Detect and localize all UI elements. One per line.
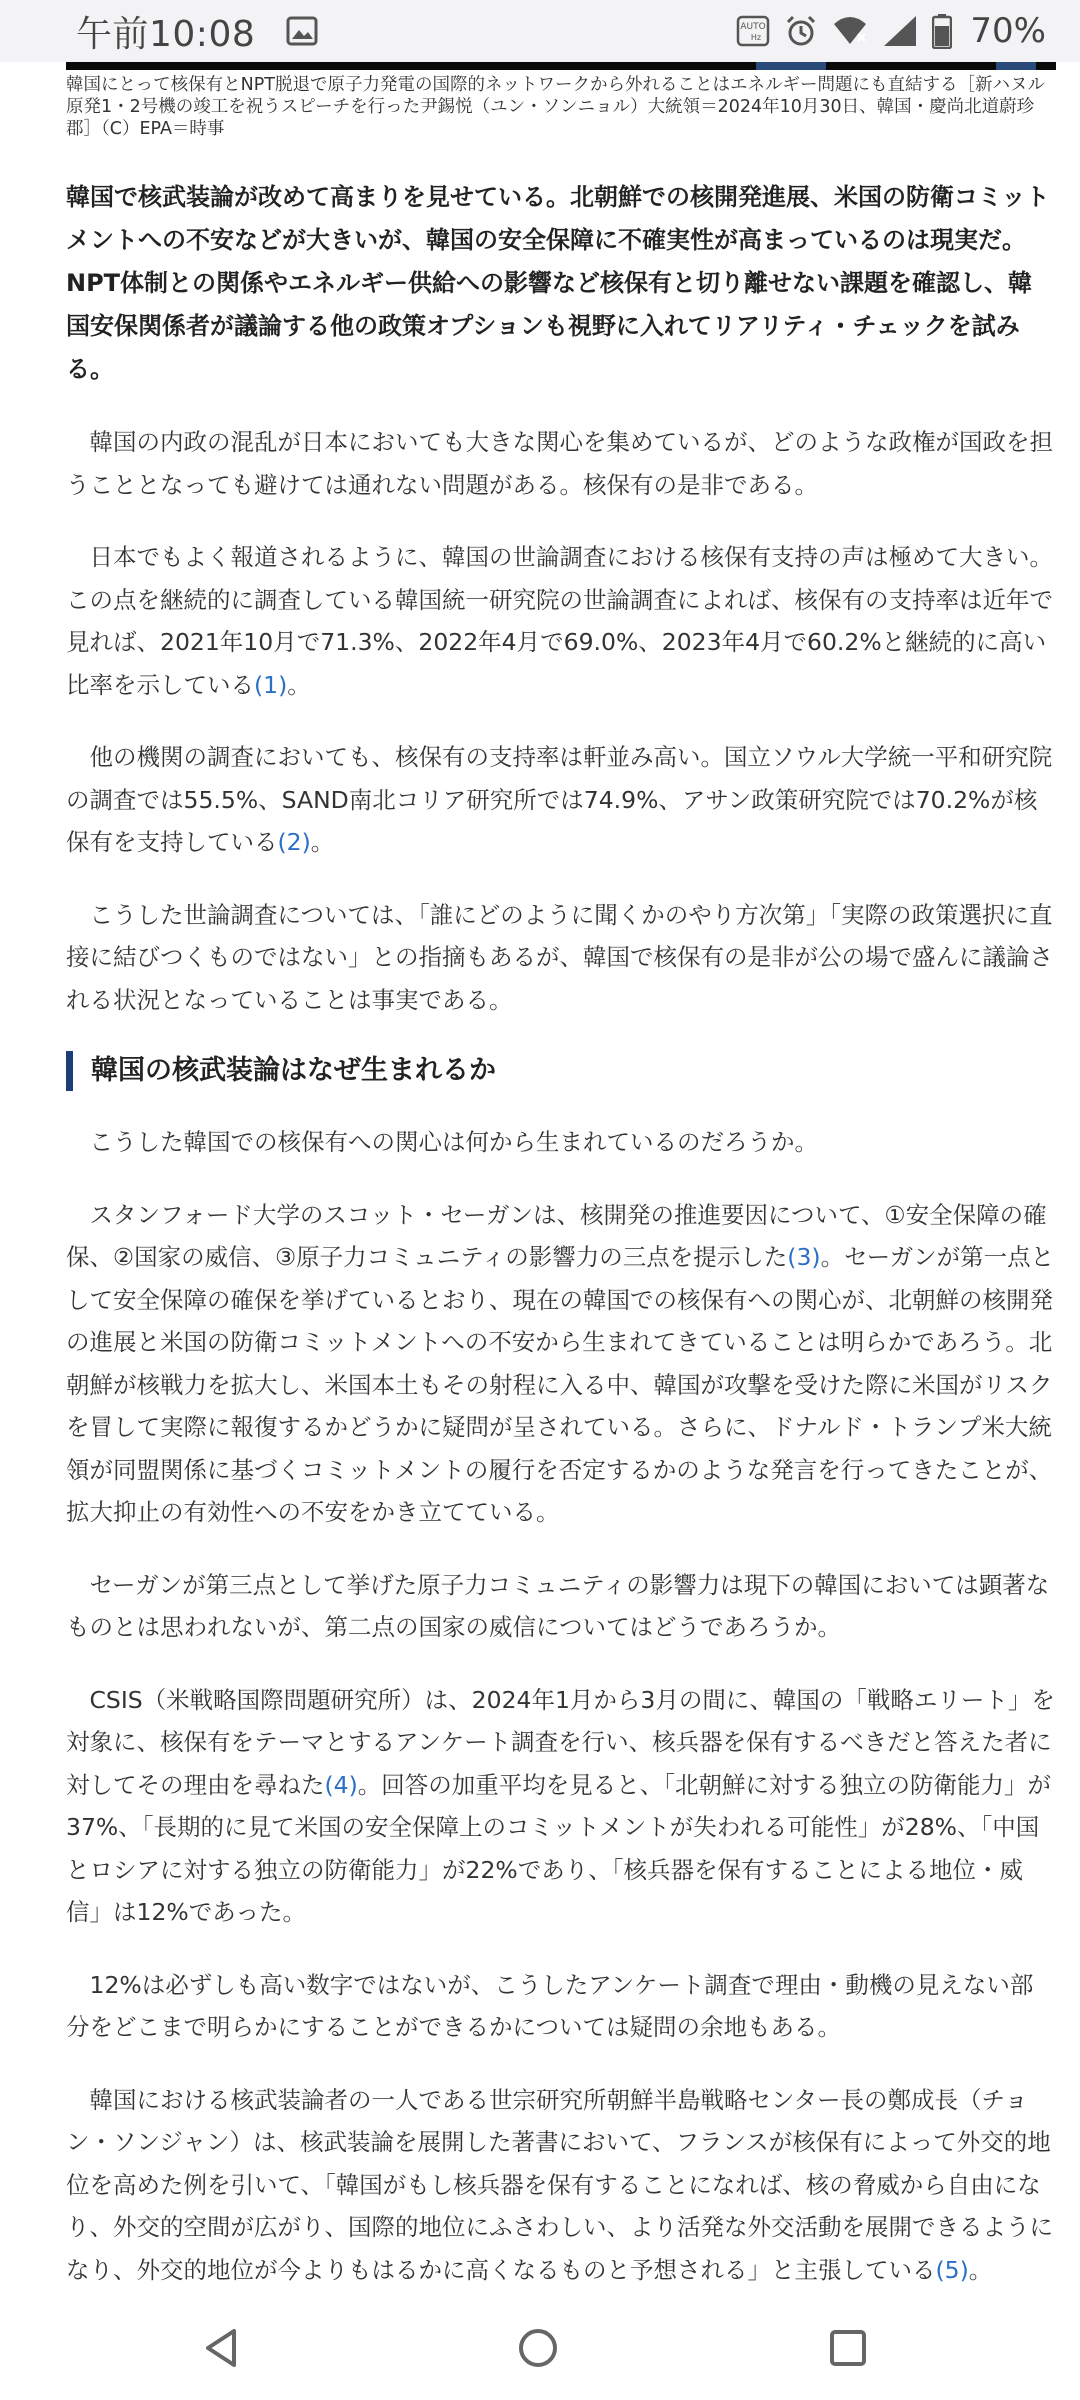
image-caption: 韓国にとって核保有とNPT脱退で原子力発電の国際的ネットワークから外れることはエネルギー問題にも直結する［新ハヌル原発1・2号機の竣工を祝うスピーチを行った尹錫悦（ユン・ソンニョル）大統領＝2024年10月30日、韓国・慶尚北道蔚珍郡］（C）EPA＝時事: [66, 75, 1045, 139]
status-bar: [0, 0, 1080, 62]
footnote-link-3[interactable]: (3): [787, 1243, 821, 1271]
paragraph-10: [66, 2079, 1056, 2292]
paragraph-2-text: 日本でもよく報道されるように、韓国の世論調査における核保有支持の声は極めて大きい。この点を継続的に調査している韓国統一研究院の世論調査によれば、核保有の支持率は近年で見れば、2021年10月で71.3%、2022年4月で69.0%、2023年4月で60.2%と継続的に高い比率を示している: [66, 543, 1053, 699]
auto-sub-label: Hz: [751, 33, 762, 42]
paragraph-4: こうした世論調査については、「誰にどのように聞くかのやり方次第」「実際の政策選択に直接に結びつくものではない」との指摘もあるが、韓国で核保有の是非が公の場で盛んに議論される状況となっていることは事実である。: [66, 900, 1053, 1014]
navigation-bar: [0, 2296, 1080, 2400]
paragraph-5: こうした韓国での核保有への関心は何から生まれているのだろうか。: [89, 1128, 818, 1156]
paragraph-6-text-a: スタンフォード大学のスコット・セーガンは、核開発の推進要因について、①安全保障の確保、②国家の威信、③原子力コミュニティの影響力の三点を提示した: [66, 1200, 1047, 1271]
paragraph-6-text-b: 。セーガンが第一点として安全保障の確保を挙げているとおり、現在の韓国での核保有への関心が、北朝鮮の核開発の進展と米国の防衛コミットメントへの不安から生まれてきていることは明らかであろう。北朝鮮が核戦力を拡大し、米国本土もその射程に入る中、韓国が攻撃を受けた際に米国がリスクを冒して実際に報復するかどうかに疑問が呈されている。さらに、ドナルド・トランプ米大統領が同盟関係に基づくコミットメントの履行を否定するかのような発言を行ってきたことが、拡大抑止の有効性への不安をかき立てている。: [66, 1243, 1055, 1526]
paragraph-3-text: 他の機関の調査においても、核保有の支持率は軒並み高い。国立ソウル大学統一平和研究院の調査では55.5%、SAND南北コリア研究所では74.9%、アサン政策研究院では70.2%が核保有を支持している: [66, 743, 1053, 856]
paragraph-7: セーガンが第三点として挙げた原子力コミュニティの影響力は現下の韓国においては顕著なものとは思われないが、第二点の国家の威信についてはどうであろうか。: [66, 1570, 1050, 1641]
image-icon: [285, 14, 319, 48]
battery-icon: [932, 13, 952, 49]
paragraph-1: 韓国の内政の混乱が日本においても大きな関心を集めているが、どのような政権が国政を担うこととなっても避けては通れない問題がある。核保有の是非である。: [66, 428, 1053, 499]
paragraph-8: [66, 1679, 1056, 1934]
auto-hz-icon: [736, 14, 770, 48]
paragraph-2-end: 。: [287, 670, 311, 699]
paragraph-6: [66, 1194, 1056, 1534]
paragraph-8-text-b: 。回答の加重平均を見ると、「北朝鮮に対する独立の防衛能力」が37%、「長期的に見て米国の安全保障上のコミットメントが失われる可能性」が28%、「中国とロシアに対する独立の防衛能力」が22%であり、「核兵器を保有することによる地位・威信」は12%であった。: [66, 1770, 1052, 1926]
status-time: 午前10:08: [76, 13, 256, 55]
status-icons: [736, 11, 1046, 51]
wifi-icon: [832, 14, 868, 48]
footnote-link-2[interactable]: (2): [277, 828, 311, 856]
article-lead: 韓国で核武装論が改めて高まりを見せている。北朝鮮での核開発進展、米国の防衛コミットメントへの不安などが大きいが、韓国の安全保障に不確実性が高まっているのは現実だ。NPT体制との関係やエネルギー供給への影響など核保有と切り離せない課題を確認し、韓国安保関係者が議論する他の政策オプションも視野に入れてリアリティ・チェックを試みる。: [66, 183, 1050, 383]
section-heading: 韓国の核武装論はなぜ生まれるか: [66, 1051, 1056, 1091]
paragraph-2: [66, 536, 1056, 706]
alarm-icon: [784, 14, 818, 48]
recents-icon[interactable]: [816, 2316, 880, 2380]
paragraph-3: [66, 736, 1056, 864]
footnote-link-1[interactable]: (1): [254, 670, 288, 699]
paragraph-10-end: 。: [968, 2255, 993, 2284]
home-icon[interactable]: [506, 2316, 570, 2380]
paragraph-9: 12%は必ずしも高い数字ではないが、こうしたアンケート調査で理由・動機の見えない部分をどこまで明らかにすることができるかについては疑問の余地もある。: [66, 1970, 1034, 2041]
paragraph-8-text-a: CSIS（米戦略国際問題研究所）は、2024年1月から3月の間に、韓国の「戦略エリート」を対象に、核保有をテーマとするアンケート調査を行い、核兵器を保有するべきだと答えた者に対してその理由を尋ねた: [66, 1685, 1055, 1799]
paragraph-10-text: 韓国における核武装論者の一人である世宗研究所朝鮮半島戦略センター長の鄭成長（チョン・ソンジャン）は、核武装論を展開した著書において、フランスが核保有によって外交的地位を高めた例を引いて、「韓国がもし核兵器を保有することになれば、核の脅威から自由になり、外交的空間が広がり、国際的地位にふさわしい、より活発な外交活動を展開できるようになり、外交的地位が今よりもはるかに高くなるものと予想される」と主張している: [66, 2085, 1053, 2284]
signal-icon: [882, 14, 918, 48]
battery-percent: 70%: [970, 11, 1046, 51]
footnote-link-5[interactable]: (5): [935, 2255, 969, 2284]
header-image-edge: [66, 62, 1056, 70]
article-body: [66, 72, 1056, 2291]
auto-label: AUTO: [740, 22, 767, 32]
paragraph-3-end: 。: [310, 828, 335, 856]
back-icon[interactable]: [190, 2316, 254, 2380]
footnote-link-4[interactable]: (4): [324, 1770, 358, 1799]
